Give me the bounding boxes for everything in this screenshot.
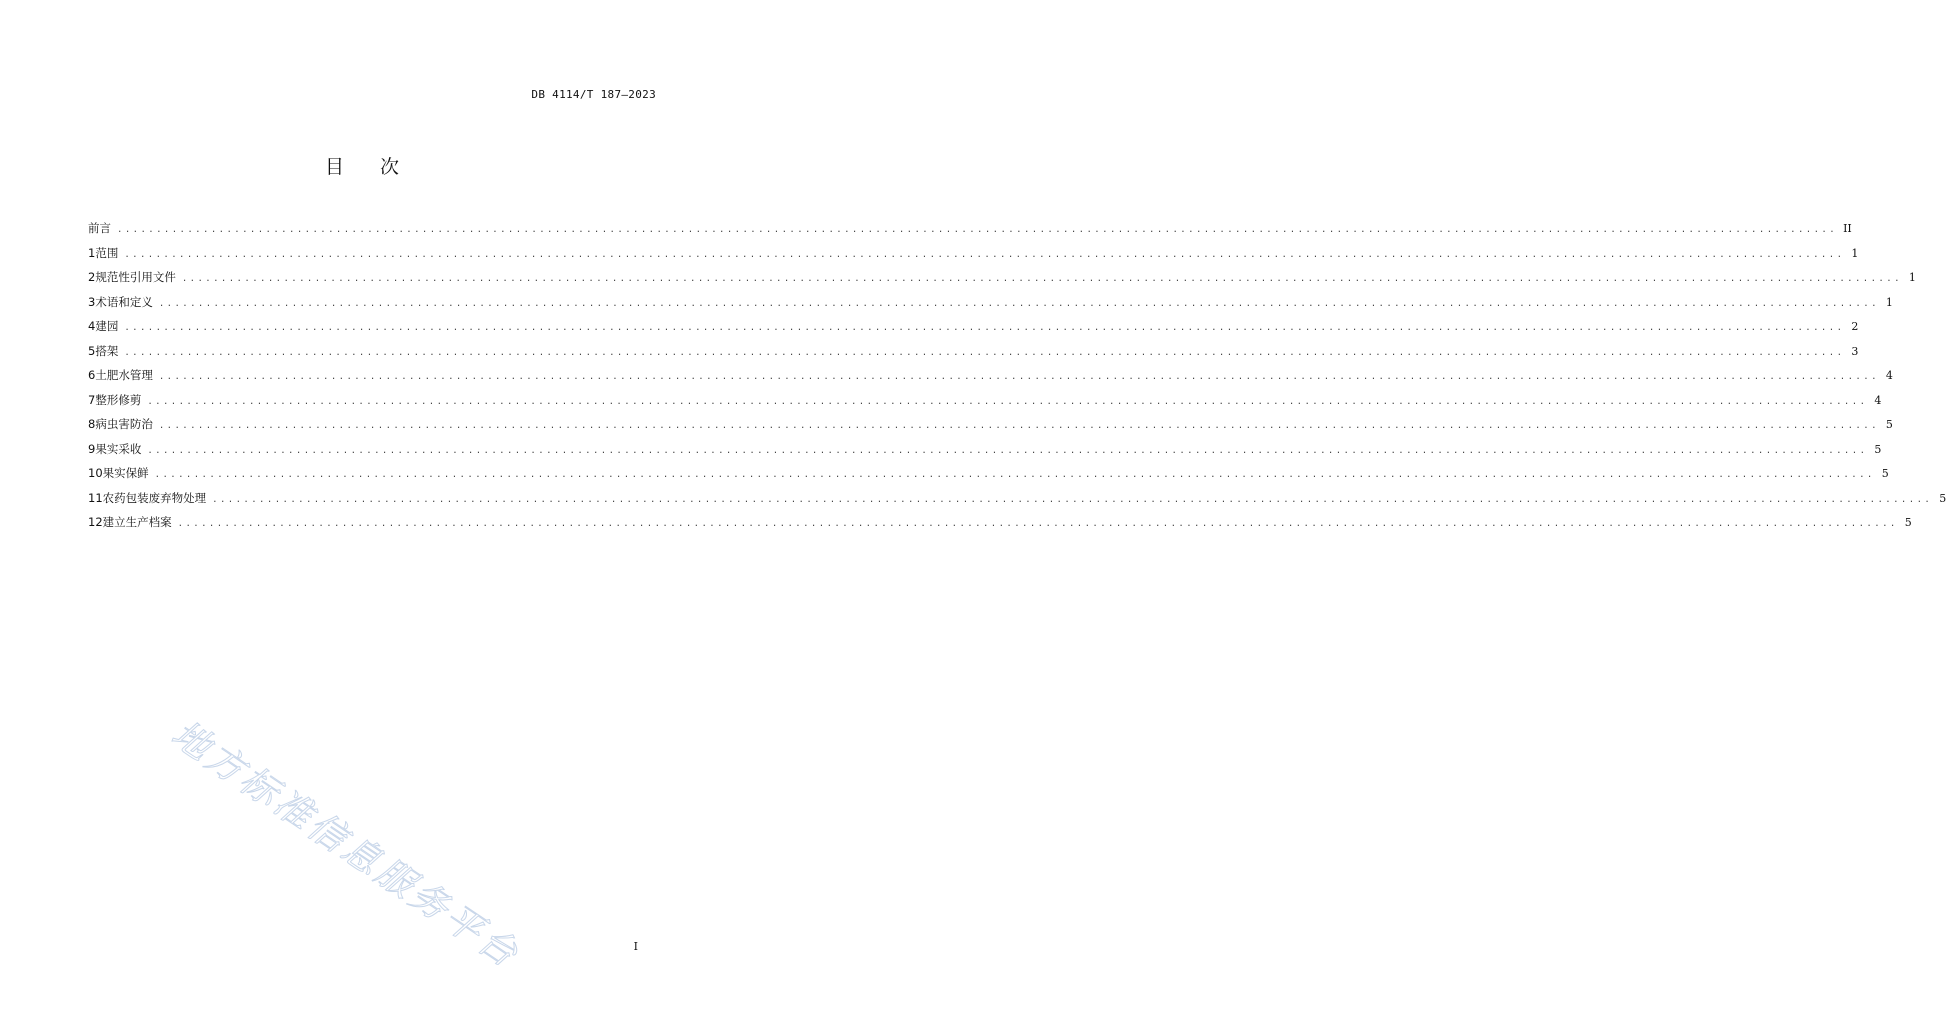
toc-entry[interactable] — [88, 514, 1912, 539]
toc-entry-page: 2 — [1851, 320, 1859, 333]
toc-entry-label: 整形修剪 — [95, 392, 142, 407]
toc-entry-label: 病虫害防治 — [95, 417, 153, 431]
toc-entry-page: 1 — [1851, 246, 1859, 260]
toc-entry-page: 4 — [1874, 393, 1882, 407]
toc-entry[interactable] — [88, 220, 1852, 245]
toc-entry-page: 1 — [1885, 295, 1893, 309]
toc-entry-page: 5 — [1874, 442, 1882, 456]
toc-entry[interactable] — [88, 269, 1916, 294]
toc-entry[interactable] — [88, 343, 1859, 368]
toc-dot-leader: ............................................................................................................................................................................................................................ — [158, 298, 1879, 309]
toc-entry-number: 11 — [88, 490, 103, 505]
toc-entry[interactable] — [88, 490, 1946, 515]
toc-dot-leader: ............................................................................................................................................................................................................................ — [147, 445, 1868, 456]
toc-entry-label: 果实保鲜 — [102, 466, 149, 480]
toc-entry-number: 3 — [88, 294, 96, 309]
toc-entry-label: 规范性引用文件 — [95, 270, 176, 284]
toc-list — [88, 220, 1946, 539]
toc-title-part1: 目 — [324, 156, 344, 178]
toc-entry-page: 5 — [1904, 516, 1912, 529]
toc-dot-leader: ............................................................................................................................................................................................................................ — [181, 274, 1902, 284]
toc-dot-leader: ............................................................................................................................................................................................................................ — [124, 249, 1845, 260]
toc-title — [0, 152, 724, 179]
toc-dot-leader: ............................................................................................................................................................................................................................ — [147, 396, 1868, 407]
toc-entry-number: 4 — [88, 319, 96, 333]
standard-code: DB 4114/T 187—2023 — [531, 88, 656, 101]
toc-entry-page: 3 — [1851, 344, 1859, 358]
toc-dot-leader: ............................................................................................................................................................................................................................ — [154, 470, 1875, 480]
toc-dot-leader: ............................................................................................................................................................................................................................ — [124, 323, 1845, 333]
toc-entry-label: 农药包装废弃物处理 — [102, 490, 207, 505]
toc-entry-number: 7 — [88, 392, 96, 407]
toc-entry-label: 土肥水管理 — [95, 368, 153, 382]
toc-entry-label: 前言 — [88, 221, 111, 235]
toc-entry-number: 10 — [88, 466, 103, 480]
toc-dot-leader: ............................................................................................................................................................................................................................ — [117, 225, 1838, 235]
toc-entry-number: 8 — [88, 417, 96, 431]
toc-dot-leader: ............................................................................................................................................................................................................................ — [124, 347, 1845, 358]
toc-entry-number: 2 — [88, 270, 96, 284]
toc-entry-label: 果实采收 — [95, 441, 142, 456]
toc-entry-label: 建立生产档案 — [102, 515, 172, 529]
toc-entry[interactable] — [88, 441, 1882, 466]
toc-entry-number: 5 — [88, 343, 96, 358]
toc-entry-label: 搭架 — [95, 343, 119, 358]
toc-dot-leader: ............................................................................................................................................................................................................................ — [158, 421, 1879, 431]
toc-entry-number: 12 — [88, 515, 103, 529]
toc-entry-label: 范围 — [95, 245, 119, 260]
toc-entry[interactable] — [88, 318, 1859, 343]
toc-entry-number: 9 — [88, 441, 96, 456]
toc-entry-number: 6 — [88, 368, 96, 382]
toc-entry-label: 建园 — [95, 319, 119, 333]
toc-dot-leader: ............................................................................................................................................................................................................................ — [212, 494, 1933, 505]
toc-dot-leader: ............................................................................................................................................................................................................................ — [158, 372, 1879, 382]
toc-entry-page: 1 — [1908, 271, 1916, 284]
toc-entry-page: II — [1843, 222, 1852, 235]
page-number: I — [633, 940, 638, 953]
toc-entry-label: 术语和定义 — [95, 294, 153, 309]
toc-entry[interactable] — [88, 294, 1893, 319]
toc-entry[interactable] — [88, 416, 1893, 441]
watermark: 地方标准信息服务平台 — [164, 712, 528, 977]
toc-dot-leader: ............................................................................................................................................................................................................................ — [177, 519, 1898, 529]
toc-entry[interactable] — [88, 367, 1893, 392]
toc-entry-number: 1 — [88, 245, 96, 260]
toc-entry[interactable] — [88, 392, 1882, 417]
toc-title-part2: 次 — [380, 156, 400, 178]
toc-entry[interactable] — [88, 465, 1889, 490]
toc-entry-page: 5 — [1885, 418, 1893, 431]
toc-entry-page: 4 — [1885, 369, 1893, 382]
toc-entry-page: 5 — [1939, 491, 1946, 505]
toc-entry[interactable] — [88, 245, 1859, 270]
toc-entry-page: 5 — [1881, 467, 1889, 480]
